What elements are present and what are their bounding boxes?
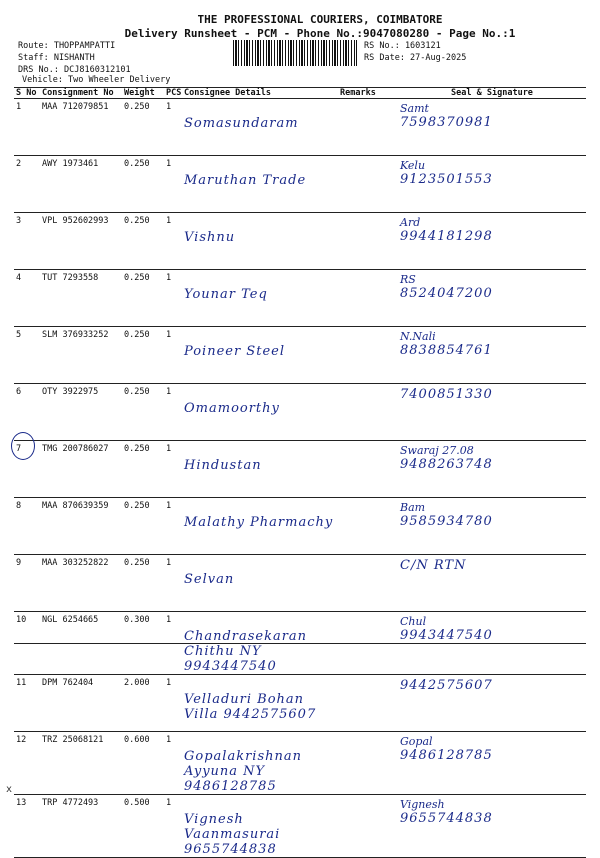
row-sno: 10 <box>14 612 40 675</box>
signature-phone: 9442575607 <box>400 678 493 693</box>
row-consignment-no: OTY 3922975 <box>40 384 122 441</box>
row-sno: 4 <box>14 270 40 327</box>
row-consignee: Chandrasekaran Chithu NY 9943447540 <box>182 612 338 675</box>
row-weight: 0.250 <box>122 498 164 555</box>
table-row <box>14 441 586 498</box>
signature-phone: C/N RTN <box>400 558 467 573</box>
signature-phone: 9943447540 <box>400 628 493 643</box>
col-remarks: Remarks <box>338 88 398 99</box>
row-consignment-no: TRZ 25068121 <box>40 732 122 795</box>
row-consignment-no: AWY 1973461 <box>40 156 122 213</box>
signature-scribble: Kelu <box>400 159 426 172</box>
row-sno: 5 <box>14 327 40 384</box>
signature-scribble: Swaraj 27.08 <box>400 444 474 457</box>
row-consignee: Maruthan Trade <box>182 156 338 213</box>
table-row <box>14 732 586 795</box>
row-consignment-no: MAA 870639359 <box>40 498 122 555</box>
table-row <box>14 675 586 732</box>
row-weight: 0.250 <box>122 99 164 156</box>
row-weight: 0.250 <box>122 156 164 213</box>
row-consignee: Velladuri Bohan Villa 9442575607 <box>182 675 338 732</box>
row-weight: 0.250 <box>122 555 164 612</box>
table-row <box>14 384 586 441</box>
row-signature <box>398 441 586 498</box>
col-weight: Weight <box>122 88 164 99</box>
row-weight: 0.600 <box>122 732 164 795</box>
row-pcs: 1 <box>164 795 182 858</box>
row-pcs: 1 <box>164 384 182 441</box>
row-consignment-no: TRP 4772493 <box>40 795 122 858</box>
row-signature <box>398 156 586 213</box>
row-sno: 9 <box>14 555 40 612</box>
table-row <box>14 327 586 384</box>
row-consignee: Younar Teq <box>182 270 338 327</box>
signature-scribble: Samt <box>400 102 429 115</box>
route-label: Route: THOPPAMPATTI <box>18 41 116 51</box>
table-row <box>14 213 586 270</box>
row-weight: 0.500 <box>122 795 164 858</box>
table-row <box>14 498 586 555</box>
row-signature <box>398 555 586 612</box>
row-weight: 0.250 <box>122 213 164 270</box>
row-signature <box>398 213 586 270</box>
row-pcs: 1 <box>164 441 182 498</box>
signature-phone: 9655744838 <box>400 811 493 826</box>
table-row <box>14 555 586 612</box>
row-sno: 11 <box>14 675 40 732</box>
rs-date: RS Date: 27-Aug-2025 <box>364 53 467 63</box>
signature-scribble: N.Nali <box>400 330 436 343</box>
row-signature <box>398 327 586 384</box>
row-remarks <box>338 213 398 270</box>
row-signature <box>398 795 586 858</box>
table-row <box>14 270 586 327</box>
row-pcs: 1 <box>164 99 182 156</box>
row-signature <box>398 732 586 795</box>
signature-scribble: Ard <box>400 216 421 229</box>
table-row <box>14 99 586 156</box>
table-row <box>14 156 586 213</box>
col-consignment: Consignment No <box>40 88 122 99</box>
row-pcs: 1 <box>164 498 182 555</box>
row-remarks <box>338 156 398 213</box>
corner-mark: x <box>6 784 13 795</box>
row-pcs: 1 <box>164 327 182 384</box>
row-signature <box>398 384 586 441</box>
row-remarks <box>338 327 398 384</box>
row-weight: 0.250 <box>122 384 164 441</box>
row-sno: 8 <box>14 498 40 555</box>
row-pcs: 1 <box>164 675 182 732</box>
row-consignee: Omamoorthy <box>182 384 338 441</box>
row-pcs: 1 <box>164 156 182 213</box>
row-remarks <box>338 270 398 327</box>
row-remarks <box>338 99 398 156</box>
row-sno: 3 <box>14 213 40 270</box>
row-remarks <box>338 675 398 732</box>
row-signature <box>398 270 586 327</box>
row-signature <box>398 675 586 732</box>
row-consignee: Somasundaram <box>182 99 338 156</box>
row-sno: 13 <box>14 795 40 858</box>
row-pcs: 1 <box>164 732 182 795</box>
row-remarks <box>338 441 398 498</box>
vehicle-label: Vehicle: Two Wheeler Delivery <box>22 75 171 85</box>
signature-phone: 7598370981 <box>400 115 493 130</box>
row-signature <box>398 99 586 156</box>
signature-phone: 8524047200 <box>400 286 493 301</box>
row-weight: 0.300 <box>122 612 164 675</box>
runsheet-title: Delivery Runsheet - PCM - Phone No.:9047080280 - Page No.:1 <box>124 27 516 40</box>
row-sno: 2 <box>14 156 40 213</box>
row-consignee: Vignesh Vaanmasurai 9655744838 <box>182 795 338 858</box>
signature-scribble: Vignesh <box>400 798 445 811</box>
table-row <box>14 795 586 858</box>
row-sno: 1 <box>14 99 40 156</box>
row-consignment-no: VPL 952602993 <box>40 213 122 270</box>
signature-scribble: RS <box>400 273 416 286</box>
row-pcs: 1 <box>164 270 182 327</box>
signature-phone: 9944181298 <box>400 229 493 244</box>
signature-scribble: Gopal <box>400 735 433 748</box>
row-weight: 0.250 <box>122 441 164 498</box>
signature-phone: 9486128785 <box>400 748 493 763</box>
row-pcs: 1 <box>164 612 182 675</box>
row-consignee: Selvan <box>182 555 338 612</box>
row-consignment-no: SLM 376933252 <box>40 327 122 384</box>
row-weight: 0.250 <box>122 327 164 384</box>
row-weight: 0.250 <box>122 270 164 327</box>
col-pcs: PCS <box>166 88 182 98</box>
col-sno: S No <box>14 88 40 99</box>
signature-phone: 8838854761 <box>400 343 493 358</box>
signature-scribble: Chul <box>400 615 427 628</box>
row-consignee: Vishnu <box>182 213 338 270</box>
table-header <box>14 88 586 99</box>
row-consignee: Malathy Pharmachy <box>182 498 338 555</box>
rs-no: RS No.: 1603121 <box>364 41 441 51</box>
signature-phone: 7400851330 <box>400 387 493 402</box>
signature-scribble: Bam <box>400 501 426 514</box>
table-bottom-line <box>14 643 586 644</box>
col-signature: Seal & Signature <box>398 88 586 99</box>
row-pcs: 1 <box>164 555 182 612</box>
row-sno: 12 <box>14 732 40 795</box>
company-title: THE PROFESSIONAL COURIERS, COIMBATORE <box>197 13 443 26</box>
runsheet-table <box>14 87 586 858</box>
signature-phone: 9488263748 <box>400 457 493 472</box>
row-remarks <box>338 498 398 555</box>
row-consignee: Gopalakrishnan Ayyuna NY 9486128785 <box>182 732 338 795</box>
row-signature <box>398 498 586 555</box>
signature-phone: 9123501553 <box>400 172 493 187</box>
col-consignee: Consignee Details <box>182 88 338 99</box>
row-remarks <box>338 555 398 612</box>
row-remarks <box>338 732 398 795</box>
signature-phone: 9585934780 <box>400 514 493 529</box>
row-consignment-no: DPM 762404 <box>40 675 122 732</box>
row-remarks <box>338 795 398 858</box>
row-sno: 6 <box>14 384 40 441</box>
row-consignment-no: TMG 200786027 <box>40 441 122 498</box>
staff-label: Staff: NISHANTH <box>18 53 95 63</box>
row-9-circle-mark <box>11 432 35 460</box>
row-consignee: Hindustan <box>182 441 338 498</box>
drs-label: DRS No.: DCJ8160312101 <box>18 65 131 75</box>
row-weight: 2.000 <box>122 675 164 732</box>
barcode <box>233 40 357 66</box>
row-remarks <box>338 384 398 441</box>
row-consignment-no: MAA 712079851 <box>40 99 122 156</box>
row-consignment-no: NGL 6254665 <box>40 612 122 675</box>
row-pcs: 1 <box>164 213 182 270</box>
row-sno: 7 <box>14 441 40 498</box>
row-consignment-no: MAA 303252822 <box>40 555 122 612</box>
row-consignee: Poineer Steel <box>182 327 338 384</box>
row-consignment-no: TUT 7293558 <box>40 270 122 327</box>
